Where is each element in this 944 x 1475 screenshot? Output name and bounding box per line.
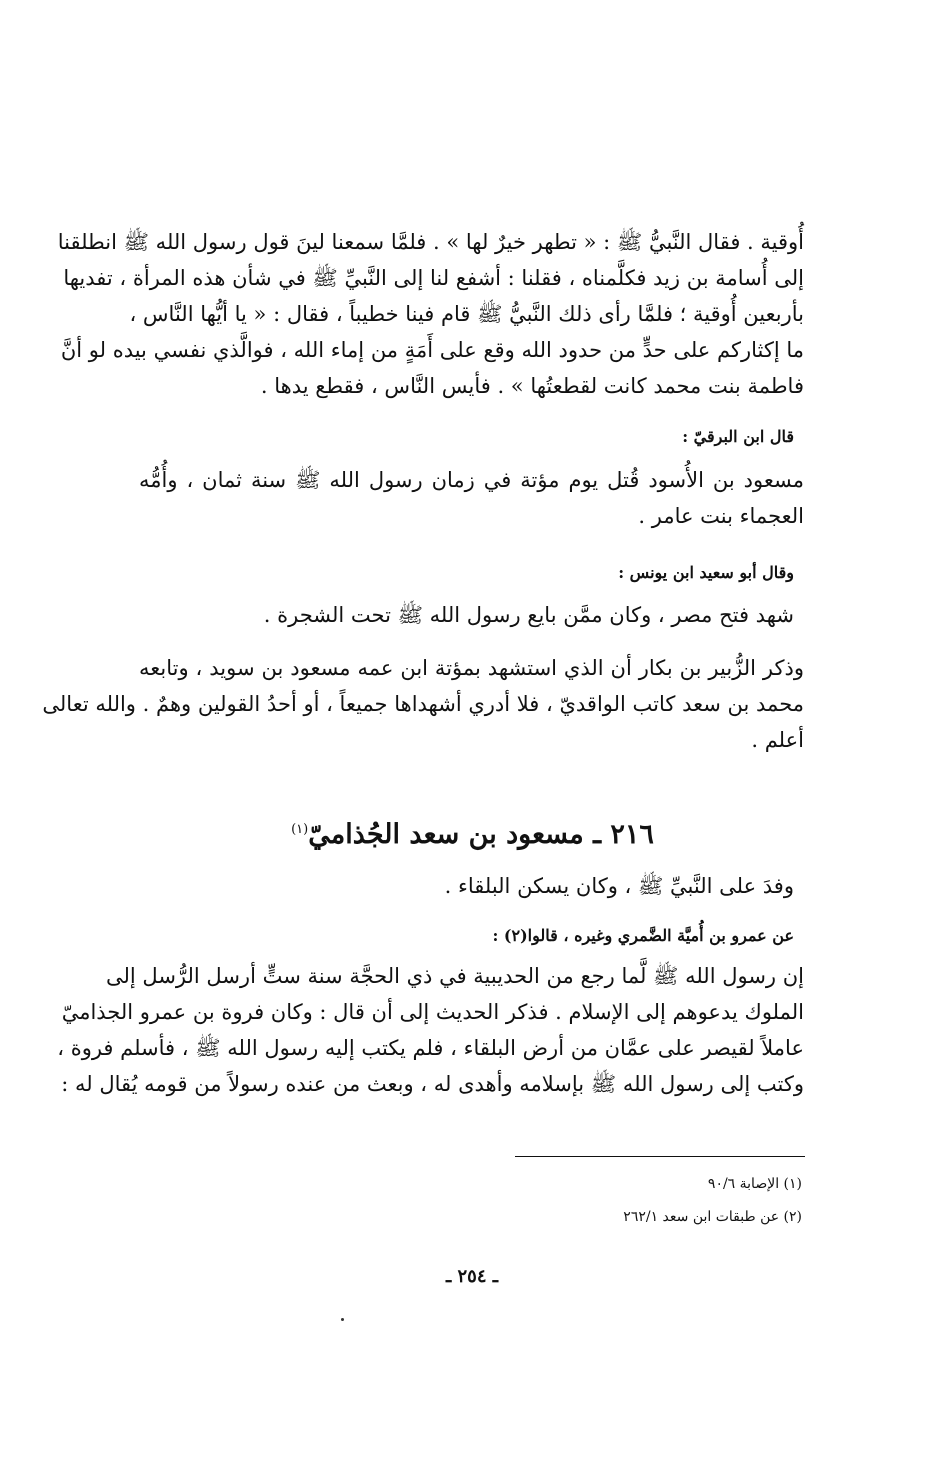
text-line: إلى أُسامة بن زيد فكلَّمناه ، فقلنا : أشفع لنا إلى النَّبيِّ ﷺ في شأن هذه المرأة ، تفديها [63, 266, 804, 290]
text-line: العجماء بنت عامر . [638, 504, 804, 528]
text-line: محمد بن سعد كاتب الواقديّ ، فلا أدري أشهداها جميعاً ، أو أحدُ القولين وهمٌ . والله تعالى [42, 692, 804, 716]
page-number: ـ ٢٥٤ ـ [445, 1266, 499, 1287]
text-line: شهد فتح مصر ، وكان ممَّن بايع رسول الله ﷺ تحت الشجرة . [263, 603, 794, 627]
text-line: الملوك يدعوهم إلى الإسلام . فذكر الحديث إلى أن قال : وكان فروة بن عمرو الجذاميّ [61, 1000, 804, 1024]
scan-speck [341, 1318, 344, 1321]
section-heading [140, 808, 805, 852]
text-line: وكتب إلى رسول الله ﷺ بإسلامه وأهدى له ، وبعث من عنده رسولاً من قومه يُقال له : [61, 1072, 804, 1096]
text-line: وفدَ على النَّبيِّ ﷺ ، وكان يسكن البلقاء . [444, 874, 794, 898]
source-label: قال ابن البرقيّ : [682, 427, 794, 446]
text-line: ما إكثاركم على حدٍّ من حدود الله وقع على أَمَةٍ من إماء الله ، فوالَّذي نفسي بيده لو أنَّ [60, 338, 804, 362]
text-line: عاملاً لقيصر على عمَّان من أرض البلقاء ، فلم يكتب إليه رسول الله ﷺ ، فأسلم فروة ، [57, 1036, 804, 1060]
text-line: أعلم . [751, 728, 804, 752]
footnote: (١) الإصابة ٩٠/٦ [707, 1176, 802, 1192]
text-line: فاطمة بنت محمد كانت لقطعتُها » . فأيس النَّاس ، فقطع يدها . [260, 374, 804, 398]
footnote-ref: (١) [291, 822, 309, 837]
text-line: وذكر الزُّبير بن بكار أن الذي استشهد بمؤتة ابن عمه مسعود بن سويد ، وتابعه [139, 656, 804, 680]
source-label: عن عمرو بن أُميَّة الضَّمري وغيره ، قالوا(٢) : [492, 926, 794, 945]
source-label: وقال أبو سعيد ابن يونس : [618, 563, 794, 582]
text-line: مسعود بن الأُسود قُتل يوم مؤتة في زمان رسول الله ﷺ سنة ثمان ، وأُمُّه [139, 468, 804, 492]
text-line: أُوقية . فقال النَّبيُّ ﷺ : « تطهر خيرٌ لها » . فلمَّا سمعنا لينَ قول رسول الله ﷺ انطلقنا [57, 230, 804, 254]
text-line: بأربعين أُوقية ؛ فلمَّا رأى ذلك النَّبيُّ ﷺ قام فينا خطيباً ، فقال : « يا أيُّها النَّاس ، [129, 302, 804, 326]
text-line: إن رسول الله ﷺ لَّما رجع من الحديبية في ذي الحجَّة سنة ستٍّ أرسل الرُّسل إلى [106, 964, 804, 988]
footnote: (٢) عن طبقات ابن سعد ٢٦٢/١ [623, 1209, 802, 1225]
heading-title: ٢١٦ ـ مسعود بن سعد الجُذاميّ [308, 819, 654, 850]
footnote-divider [515, 1156, 805, 1157]
